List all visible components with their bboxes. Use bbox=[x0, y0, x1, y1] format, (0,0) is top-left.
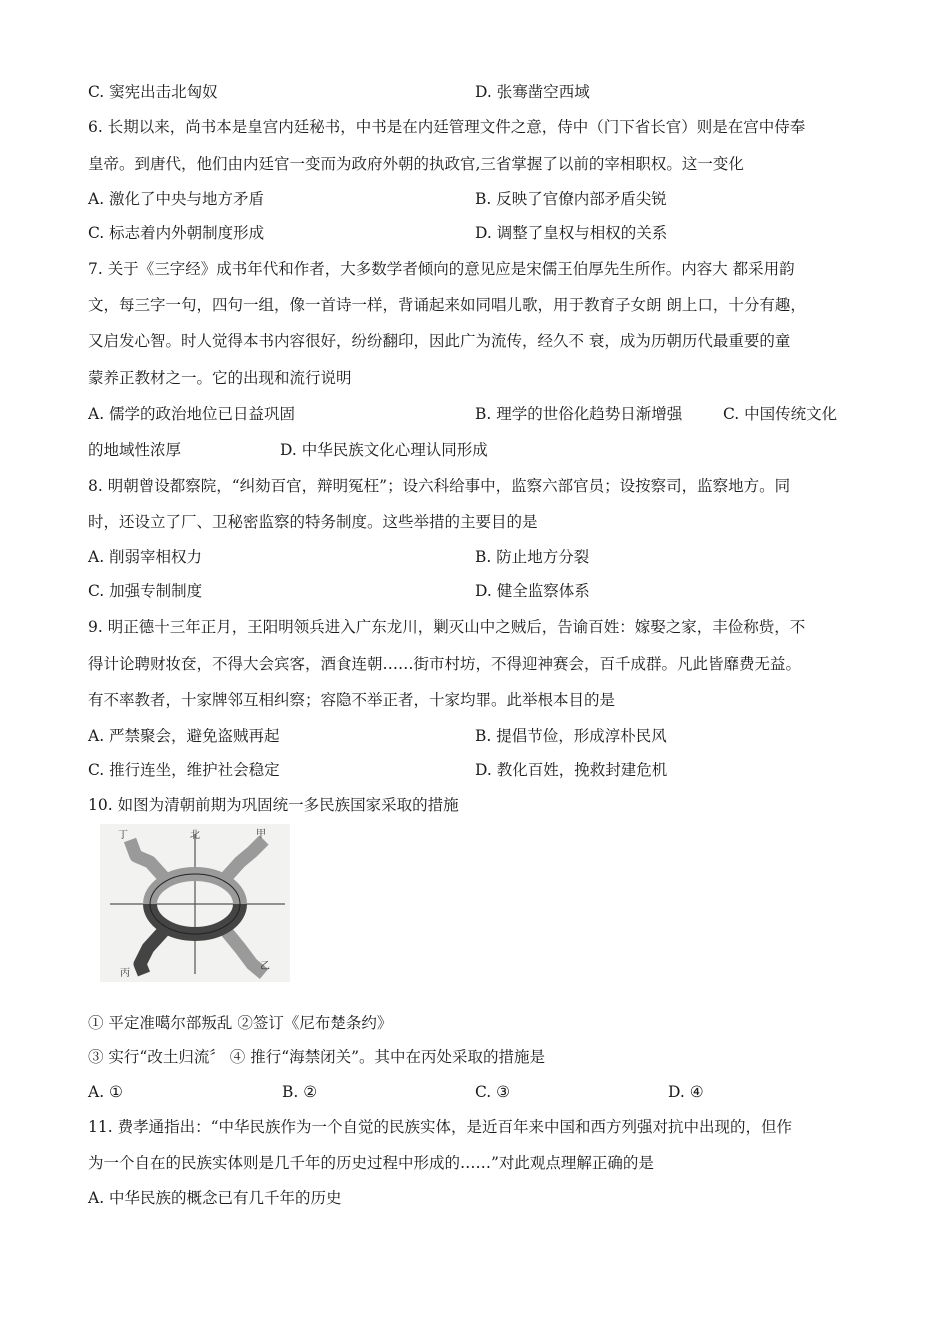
q10-items-1-2: ① 平定准噶尔部叛乱 ②签订《尼布楚条约》 bbox=[88, 1014, 393, 1032]
label-ding: 丁 bbox=[118, 830, 128, 841]
label-bing: 丙 bbox=[120, 968, 130, 979]
q9-option-c: C. 推行连坐，维护社会稳定 bbox=[88, 761, 280, 779]
q7-option-d: D. 中华民族文化心理认同形成 bbox=[280, 441, 488, 459]
q9-stem-line2: 得计论聘财妆奁，不得大会宾客，酒食连朝……街市村坊，不得迎神赛会，百千成群。凡此皆靡费无益。 bbox=[88, 655, 802, 673]
prev-option-d: D. 张骞凿空西域 bbox=[475, 83, 590, 101]
q9-option-b: B. 提倡节俭，形成淳朴民风 bbox=[475, 727, 667, 745]
q8-option-b: B. 防止地方分裂 bbox=[475, 548, 590, 566]
q11-stem-line1: 11. 费孝通指出：“中华民族作为一个自觉的民族实体，是近百年来中国和西方列强对抗中出现的，但作 bbox=[88, 1118, 793, 1136]
q7-stem-line3: 又启发心智。时人觉得本书内容很好，纷纷翻印，因此广为流传，经久不 衰，成为历朝历代最重要的童 bbox=[88, 332, 791, 350]
q8-stem-line1: 8. 明朝曾设都察院，“纠劾百官，辩明冤枉”；设六科给事中，监察六部官员；设按察司，监察地方。同 bbox=[88, 477, 791, 495]
q6-stem-line2: 皇帝。到唐代，他们由内廷官一变而为政府外朝的执政官,三省掌握了以前的宰相职权。这一变化 bbox=[88, 155, 744, 173]
q10-option-a: A. ① bbox=[88, 1083, 123, 1101]
q10-items-3-4: ③ 实行“改土归流〞 ④ 推行“海禁闭关”。其中在丙处采取的措施是 bbox=[88, 1048, 546, 1066]
q7-stem-line2: 文，每三字一句，四句一组，像一首诗一样，背诵起来如同唱儿歌，用于教育子女朗 朗上口，十分有趣， bbox=[88, 296, 806, 314]
label-jia: 甲 bbox=[256, 829, 266, 840]
q7-option-c-cont: 的地域性浓厚 bbox=[88, 441, 182, 459]
diagram-figure bbox=[100, 824, 290, 982]
q7-option-c: C. 中国传统文化 bbox=[723, 405, 838, 423]
q8-option-d: D. 健全监察体系 bbox=[475, 582, 590, 600]
q10-option-c: C. ③ bbox=[475, 1083, 511, 1101]
q10-option-d: D. ④ bbox=[668, 1083, 704, 1101]
q9-option-d: D. 教化百姓，挽救封建危机 bbox=[475, 761, 668, 779]
q11-stem-line2: 为一个自在的民族实体则是几千年的历史过程中形成的……”对此观点理解正确的是 bbox=[88, 1154, 654, 1172]
prev-option-c: C. 窦宪出击北匈奴 bbox=[88, 83, 218, 101]
q10-option-b: B. ② bbox=[282, 1083, 318, 1101]
q11-option-a: A. 中华民族的概念已有几千年的历史 bbox=[88, 1189, 342, 1207]
q6-option-b: B. 反映了官僚内部矛盾尖锐 bbox=[475, 190, 667, 208]
q7-option-b: B. 理学的世俗化趋势日渐增强 bbox=[475, 405, 683, 423]
q6-option-c: C. 标志着内外朝制度形成 bbox=[88, 224, 265, 242]
label-north: 北 bbox=[190, 830, 200, 841]
q7-option-a: A. 儒学的政治地位已日益巩固 bbox=[88, 405, 296, 423]
q10-stem: 10. 如图为清朝前期为巩固统一多民族国家采取的措施 bbox=[88, 796, 459, 814]
q8-stem-line2: 时，还设立了厂、卫秘密监察的特务制度。这些举措的主要目的是 bbox=[88, 513, 538, 531]
q7-stem-line4: 蒙养正教材之一。它的出现和流行说明 bbox=[88, 369, 352, 387]
q9-stem-line1: 9. 明正德十三年正月，王阳明领兵进入广东龙川，剿灭山中之贼后，告谕百姓：嫁娶之家，丰俭称赀，不 bbox=[88, 618, 806, 636]
q6-option-a: A. 激化了中央与地方矛盾 bbox=[88, 190, 265, 208]
label-yi: 乙 bbox=[260, 961, 270, 972]
q9-option-a: A. 严禁聚会，避免盗贼再起 bbox=[88, 727, 280, 745]
q6-stem-line1: 6. 长期以来，尚书本是皇宫内廷秘书，中书是在内廷管理文件之意，侍中（门下省长官）则是在宫中侍奉 bbox=[88, 118, 806, 136]
q8-option-a: A. 削弱宰相权力 bbox=[88, 548, 203, 566]
q9-stem-line3: 有不率教者，十家牌邻互相纠察；容隐不举正者，十家均罪。此举根本目的是 bbox=[88, 691, 616, 709]
q6-option-d: D. 调整了皇权与相权的关系 bbox=[475, 224, 668, 242]
q8-option-c: C. 加强专制制度 bbox=[88, 582, 203, 600]
q7-stem-line1: 7. 关于《三字经》成书年代和作者，大多数学者倾向的意见应是宋儒王伯厚先生所作。内容大 都采用韵 bbox=[88, 260, 795, 278]
qing-measures-diagram bbox=[100, 824, 290, 982]
